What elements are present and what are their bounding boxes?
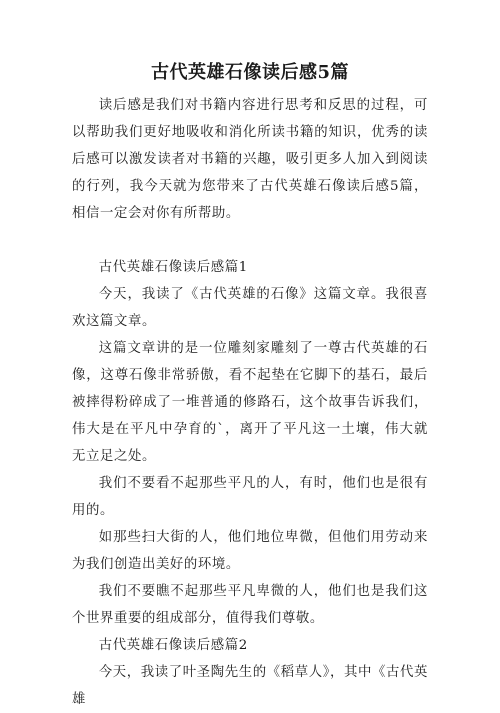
document-title: 古代英雄石像读后感5篇: [150, 62, 350, 83]
intro-paragraph: 读后感是我们对书籍内容进行思考和反思的过程，可以帮助我们更好地吸收和消化所读书籍的知识，优秀的读后感可以激发读者对书籍的兴趣，吸引更多人加入到阅读的行列，我今天就为您带来了古代英雄石像读后感5篇，相信一定会对你有所帮助。: [72, 98, 428, 221]
section-1-paragraph-4: 如那些扫大街的人，他们地位卑微，但他们用劳动来为我们创造出美好的环境。: [72, 530, 428, 572]
section-heading-1: 古代英雄石像读后感篇1: [98, 260, 248, 275]
section-1-paragraph-5: 我们不要瞧不起那些平凡卑微的人，他们也是我们这个世界重要的组成部分，值得我们尊敬。: [72, 584, 428, 626]
section-spacer: [72, 227, 428, 254]
section-1-paragraph-1: 今天，我读了《古代英雄的石像》这篇文章。我很喜欢这篇文章。: [72, 287, 428, 329]
section-1-paragraph-3: 我们不要看不起那些平凡的人，有时，他们也是很有用的。: [72, 476, 428, 518]
section-heading-2: 古代英雄石像读后感篇2: [98, 638, 248, 653]
section-1-paragraph-2: 这篇文章讲的是一位雕刻家雕刻了一尊古代英雄的石像，这尊石像非常骄傲，看不起垫在它脚下的基石，最后被摔得粉碎成了一堆普通的修路石，这个故事告诉我们，伟大是在平凡中孕育的`，离开了平凡这一土壤，伟大就无立足之处。: [72, 341, 428, 464]
section-2-paragraph-1: 今天，我读了叶圣陶先生的《稻草人》，其中《古代英雄: [72, 665, 428, 707]
